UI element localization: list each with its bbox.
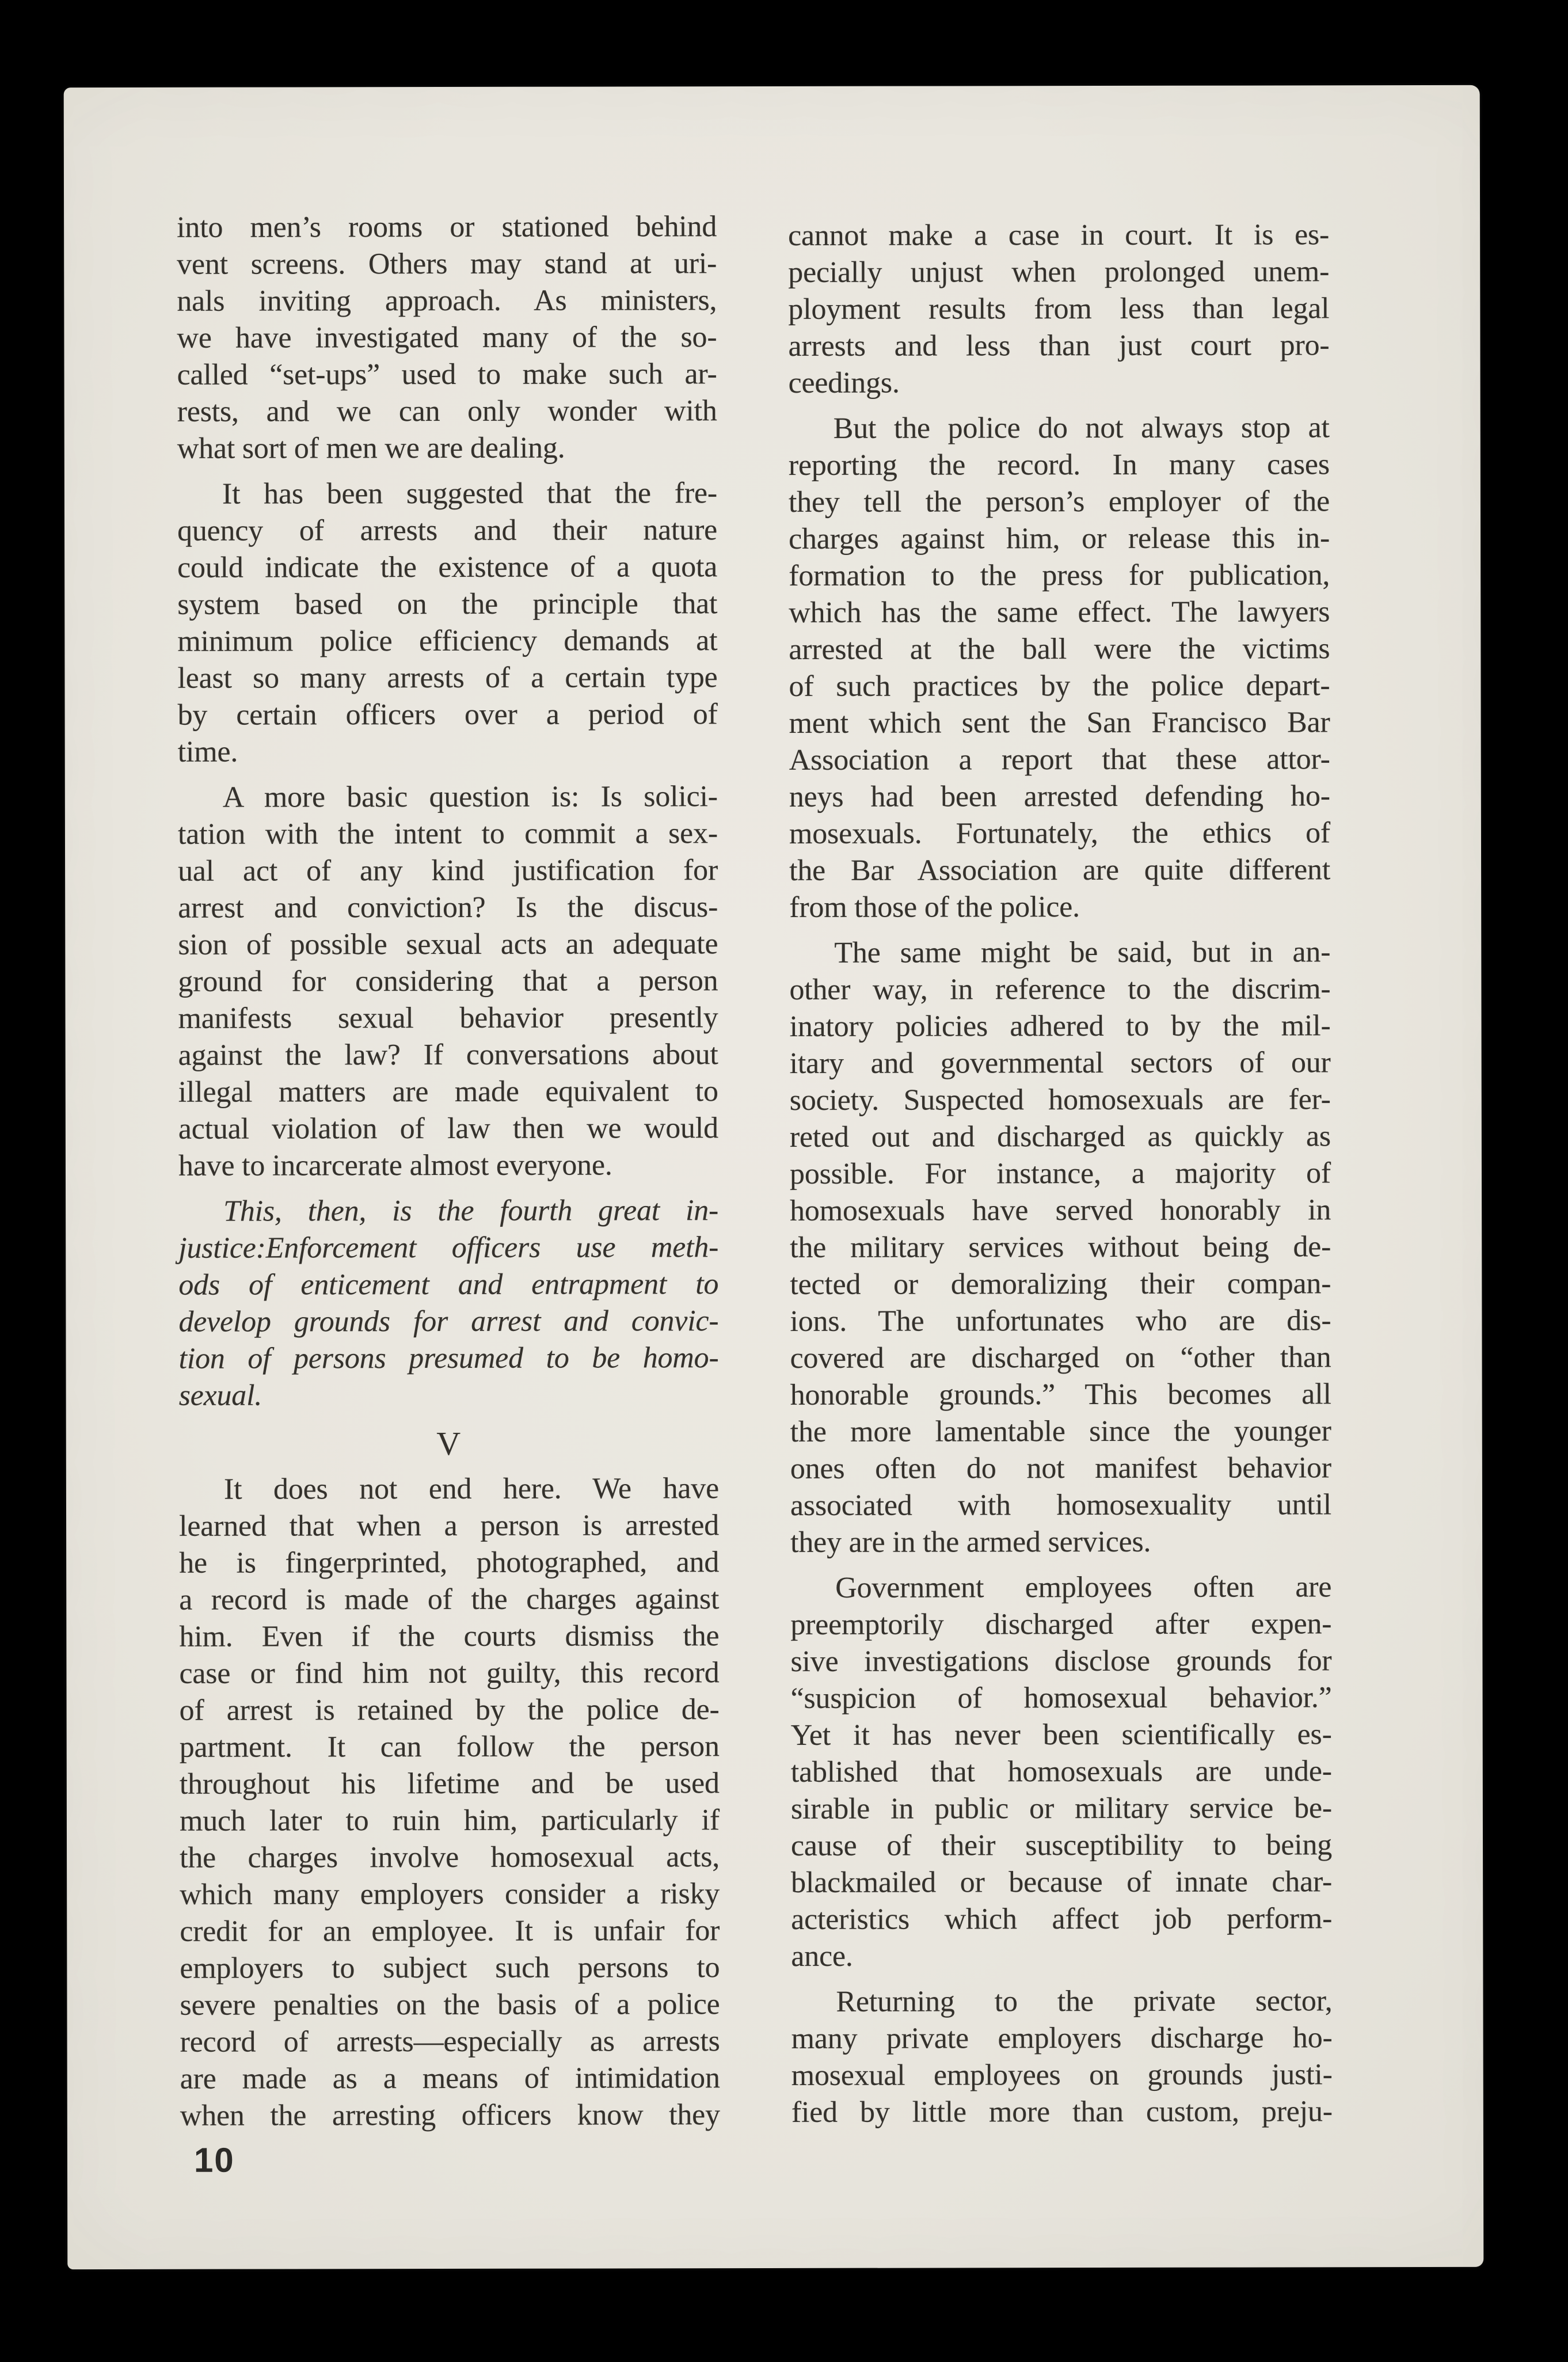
text-line: time. (177, 735, 238, 769)
text-line: ones often do not manifest behavior (790, 1451, 1331, 1485)
text-line: arrested at the ball were the victims (789, 632, 1330, 666)
text-line: by certain officers over a period of (177, 698, 718, 732)
text-line: when the arresting officers know they (180, 2098, 720, 2132)
text-line: employers to subject such persons to (180, 1951, 720, 1985)
text-line: of such practices by the police depart- (789, 669, 1330, 703)
text-line: ual act of any kind justification for (178, 854, 718, 888)
text-line: system based on the principle that (177, 587, 718, 621)
section-heading (179, 1425, 719, 1463)
text-line: they tell the person’s employer of the (788, 485, 1330, 519)
paragraph (789, 934, 1331, 1561)
text-line: partment. It can follow the person (179, 1730, 720, 1764)
text-line: mosexuals. Fortunately, the ethics of (789, 816, 1331, 850)
text-line: ment which sent the San Francisco Bar (789, 706, 1330, 740)
text-line: reporting the record. In many cases (788, 448, 1330, 482)
text-line: arrests and less than just court pro- (788, 329, 1330, 363)
text-line: ods of enticement and entrapment to (178, 1268, 719, 1302)
text-line: charges against him, or release this in- (789, 522, 1330, 556)
text-line: V (436, 1424, 462, 1463)
scanned-page (64, 85, 1484, 2269)
text-line: A more basic question is: Is solici- (222, 780, 718, 814)
text-line: quency of arrests and their nature (177, 514, 718, 547)
page-number: 10 (193, 2140, 235, 2180)
text-line: case or find him not guilty, this record (179, 1656, 720, 1690)
text-line: ground for considering that a person (178, 964, 718, 998)
text-line: the military services without being de- (790, 1230, 1331, 1264)
text-line: much later to ruin him, particularly if (179, 1804, 720, 1838)
text-line: which has the same effect. The lawyers (789, 595, 1330, 629)
text-line: sexual. (178, 1379, 262, 1412)
text-line: Returning to the private sector, (836, 1984, 1333, 2018)
text-line: least so many arrests of a certain type (177, 661, 718, 695)
text-line: mosexual employees on grounds justi- (791, 2058, 1333, 2092)
text-line: illegal matters are made equivalent to (178, 1075, 718, 1109)
text-line: This, then, is the fourth great in- (223, 1194, 719, 1228)
text-line: actual violation of law then we would (178, 1112, 718, 1146)
paragraph (791, 1983, 1332, 2131)
text-line: sive investigations disclose grounds for (790, 1644, 1332, 1678)
text-line: many private employers discharge ho- (791, 2021, 1333, 2055)
text-line: called “set-ups” used to make such ar- (177, 357, 717, 391)
paragraph (178, 1192, 719, 1414)
text-line: manifests sexual behavior presently (178, 1001, 718, 1035)
text-line: could indicate the existence of a quota (177, 550, 718, 584)
text-line: have to incarcerate almost everyone. (178, 1148, 612, 1182)
text-column-right (788, 216, 1333, 2131)
text-line: honorable grounds.” This becomes all (790, 1378, 1331, 1412)
text-line: cannot make a case in court. It is es- (788, 218, 1330, 252)
text-line: It does not end here. We have (223, 1472, 719, 1506)
text-line: sirable in public or military service be- (790, 1792, 1332, 1825)
text-line: he is fingerprinted, photographed, and (179, 1546, 720, 1580)
text-line: they are in the armed services. (790, 1525, 1151, 1559)
paragraph (790, 1569, 1332, 1975)
text-line: tion of persons presumed to be homo- (178, 1341, 719, 1375)
text-line: reted out and discharged as quickly as (789, 1120, 1331, 1154)
text-line: what sort of men we are dealing. (177, 431, 565, 465)
text-line: ions. The unfortunates who are dis- (790, 1304, 1331, 1338)
text-line: associated with homosexuality until (790, 1488, 1332, 1522)
text-line: nals inviting approach. As ministers, (177, 284, 717, 318)
text-line: tected or demoralizing their compan- (790, 1267, 1331, 1301)
text-line: a record is made of the charges against (179, 1583, 720, 1616)
text-line: ance. (791, 1939, 853, 1973)
paragraph (788, 216, 1330, 402)
text-line: “suspicion of homosexual behavior.” (790, 1681, 1332, 1715)
text-line: covered are discharged on “other than (790, 1341, 1331, 1375)
text-line: pecially unjust when prolonged unem- (788, 255, 1330, 289)
text-line: formation to the press for publication, (789, 558, 1330, 592)
text-line: of arrest is retained by the police de- (179, 1693, 720, 1727)
text-line: Government employees often are (835, 1570, 1332, 1604)
text-line: tablished that homosexuals are unde- (790, 1755, 1332, 1789)
text-line: Association a report that these attor- (789, 743, 1330, 777)
text-line: ceedings. (788, 366, 900, 400)
text-line: justice:Enforcement officers use meth- (178, 1231, 719, 1265)
text-line: arrest and conviction? Is the discus- (178, 891, 718, 925)
text-line: other way, in reference to the discrim- (789, 972, 1331, 1006)
text-line: from those of the police. (789, 891, 1080, 924)
text-line: itary and governmental sectors of our (789, 1046, 1331, 1080)
text-line: preemptorily discharged after expen- (790, 1607, 1332, 1641)
text-line: But the police do not always stop at (833, 411, 1330, 445)
text-line: are made as a means of intimidation (180, 2061, 720, 2095)
text-line: rests, and we can only wonder with (177, 394, 717, 428)
text-line: the Bar Association are quite different (789, 853, 1331, 887)
text-line: learned that when a person is arrested (179, 1509, 720, 1543)
text-line: Yet it has never been scientifically es- (790, 1718, 1332, 1752)
text-line: against the law? If conversations about (178, 1038, 718, 1072)
text-line: the more lamentable since the younger (790, 1414, 1331, 1448)
text-line: fied by little more than custom, preju- (791, 2095, 1333, 2129)
text-line: we have investigated many of the so- (177, 321, 717, 355)
text-line: society. Suspected homosexuals are fer- (789, 1083, 1331, 1117)
text-line: severe penalties on the basis of a police (180, 1988, 720, 2022)
text-line: minimum police efficiency demands at (177, 624, 718, 658)
text-line: develop grounds for arrest and convic- (178, 1304, 719, 1338)
text-line: into men’s rooms or stationed behind (177, 210, 717, 244)
text-line: tation with the intent to commit a sex- (177, 817, 718, 851)
paragraph (789, 409, 1331, 926)
paragraph (178, 778, 718, 1185)
paragraph (179, 1470, 720, 2135)
text-line: the charges involve homosexual acts, (180, 1840, 720, 1874)
text-line: throughout his lifetime and be used (179, 1767, 720, 1801)
text-line: sion of possible sexual acts an adequate (178, 927, 718, 961)
text-line: inatory policies adhered to by the mil- (789, 1009, 1331, 1043)
text-line: ployment results from less than legal (788, 292, 1330, 326)
text-line: vent screens. Others may stand at uri- (177, 247, 717, 281)
text-line: It has been suggested that the fre- (222, 477, 717, 511)
text-line: The same might be said, but in an- (834, 935, 1331, 969)
text-line: blackmailed or because of innate char- (791, 1865, 1333, 1899)
paragraph (177, 475, 718, 771)
text-line: homosexuals have served honorably in (790, 1193, 1331, 1227)
text-line: cause of their susceptibility to being (790, 1828, 1333, 1862)
text-line: credit for an employee. It is unfair for (180, 1914, 720, 1948)
text-line: him. Even if the courts dismiss the (179, 1619, 720, 1653)
text-line: neys had been arrested defending ho- (789, 779, 1330, 813)
text-column-left (177, 208, 720, 2135)
paragraph (177, 208, 717, 467)
text-line: which many employers consider a risky (180, 1877, 720, 1911)
text-line: acteristics which affect job perform- (791, 1902, 1333, 1936)
text-line: possible. For instance, a majority of (789, 1157, 1331, 1190)
text-line: record of arrests—especially as arrests (180, 2025, 720, 2059)
